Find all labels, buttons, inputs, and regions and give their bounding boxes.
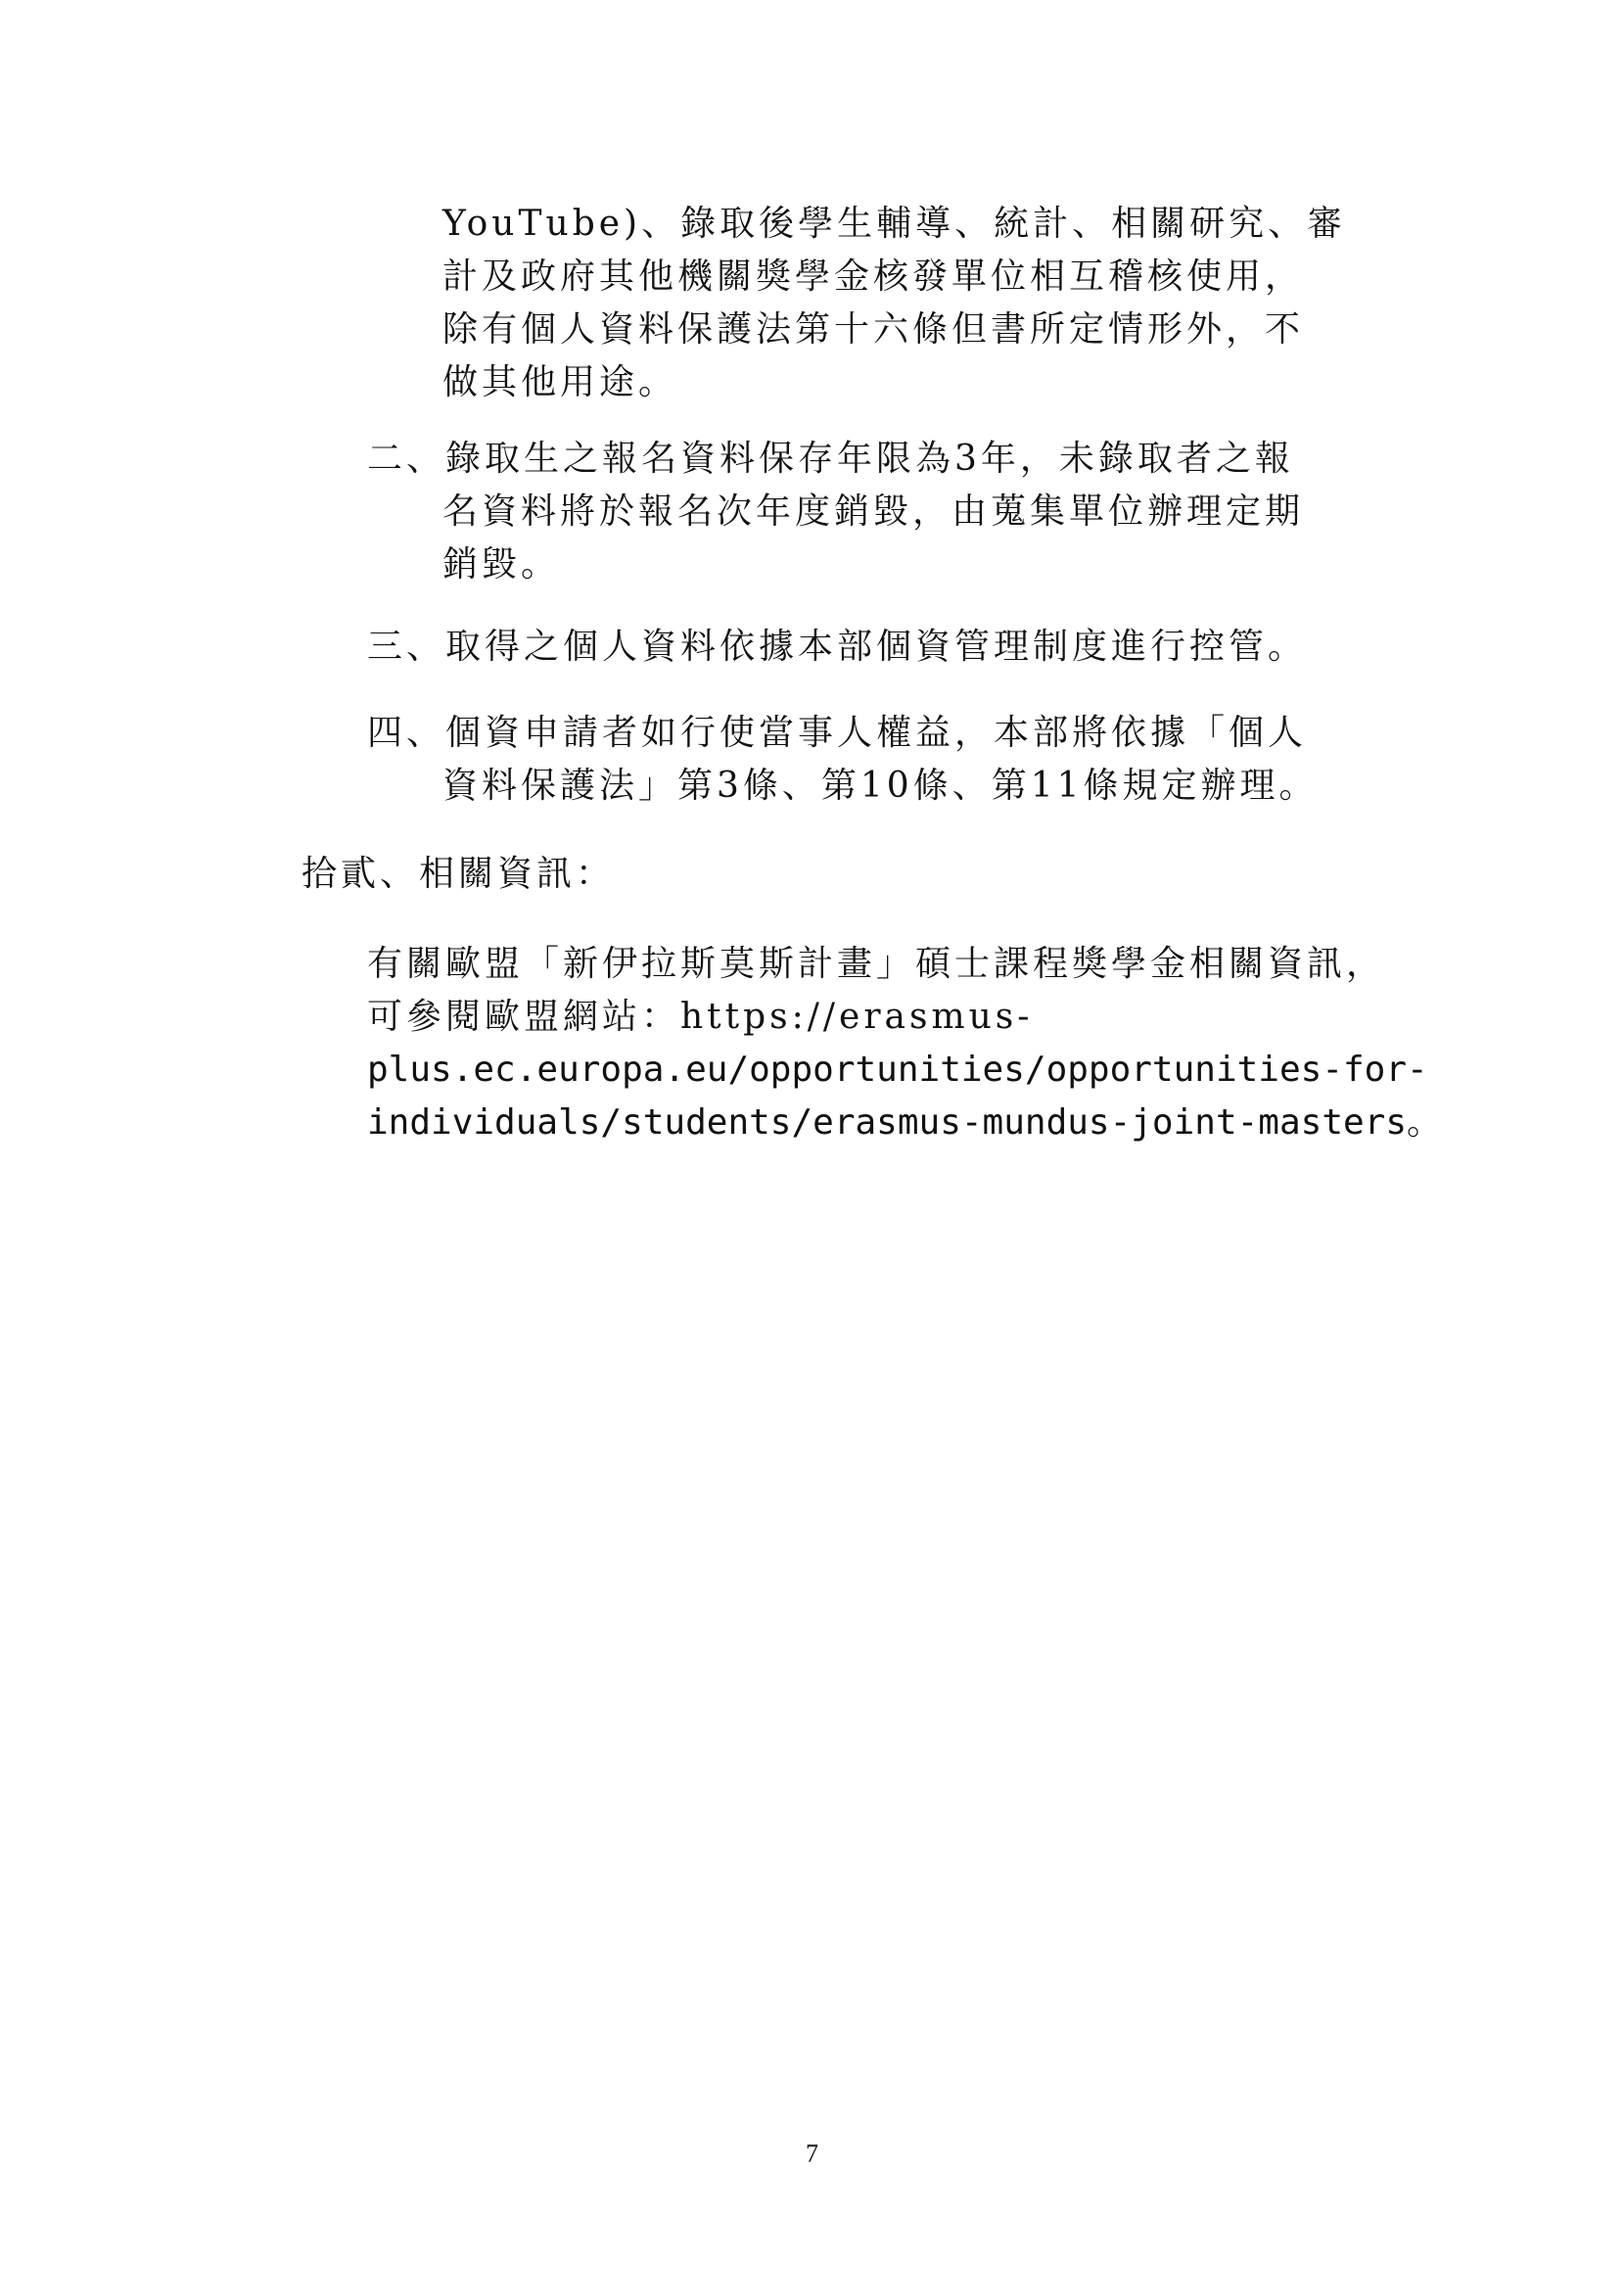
continuation-line-4: 做其他用途。 — [442, 362, 678, 402]
continuation-line-1: YouTube)、錄取後學生輔導、統計、相關研究、審 — [442, 204, 1347, 244]
section-12-line-2: 可參閱歐盟網站：https://erasmus- — [367, 997, 1034, 1037]
list-item-2-line-1: 二、錄取生之報名資料保存年限為3年，未錄取者之報 — [367, 439, 1294, 479]
list-item-4-line-1: 四、個資申請者如行使當事人權益，本部將依據「個人 — [367, 713, 1308, 753]
continuation-line-2: 計及政府其他機關獎學金核發單位相互稽核使用， — [442, 257, 1305, 297]
page-number: 7 — [806, 2139, 818, 2168]
section-heading: 拾貳、相關資訊： — [302, 854, 616, 894]
list-item-2-line-3: 銷毀。 — [442, 544, 561, 585]
url-line-2: individuals/students/erasmus-mundus-joint-masters。 — [367, 1102, 1443, 1143]
list-item-4-line-2: 資料保護法」第3條、第10條、第11條規定辦理。 — [442, 766, 1319, 806]
continuation-line-3: 除有個人資料保護法第十六條但書所定情形外，不 — [442, 309, 1305, 350]
section-12-line-1: 有關歐盟「新伊拉斯莫斯計畫」碩士課程獎學金相關資訊， — [367, 944, 1386, 984]
url-line-1: plus.ec.europa.eu/opportunities/opportunities-for- — [367, 1050, 1428, 1090]
list-item-3-line-1: 三、取得之個人資料依據本部個資管理制度進行控管。 — [367, 627, 1308, 667]
list-item-2-line-2: 名資料將於報名次年度銷毀，由蒐集單位辦理定期 — [442, 491, 1305, 532]
